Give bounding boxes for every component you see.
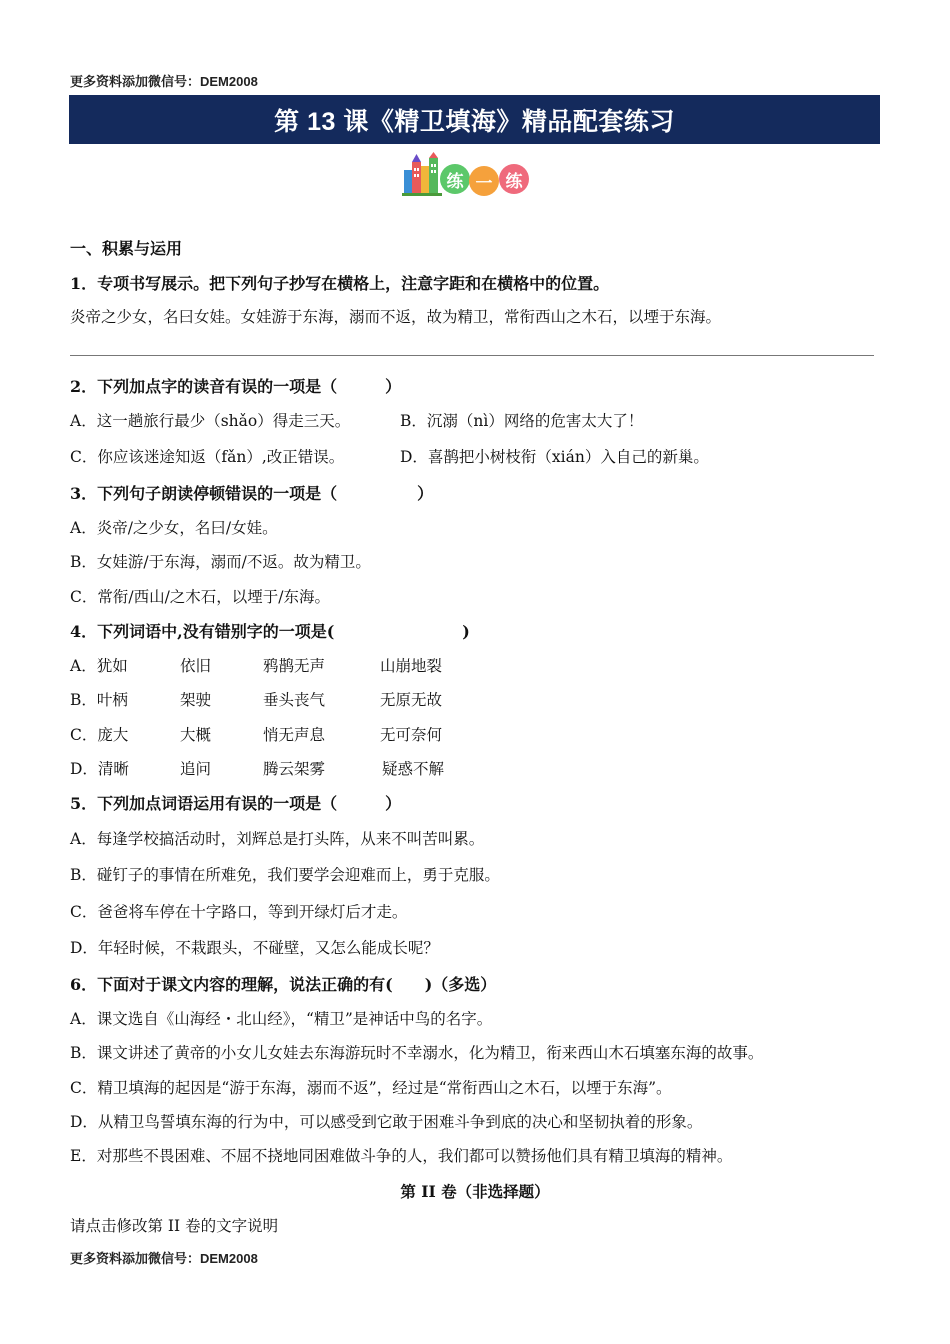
title-banner: [69, 95, 880, 144]
part2-note[interactable]: 请点击修改第 II 卷的文字说明: [70, 1217, 279, 1235]
q2-stem: 2．下列加点字的读音有误的一项是（ ）: [70, 377, 402, 396]
q4-cell: A．犹如: [70, 657, 128, 675]
q4-cell: 山崩地裂: [380, 657, 443, 675]
q4-cell: 追问: [180, 760, 212, 778]
writing-line: [70, 355, 874, 356]
footer-note: 更多资料添加微信号：DEM2008: [70, 1251, 258, 1266]
q2-option-b: B．沉溺（nì）网络的危害太大了！: [400, 412, 644, 430]
q1-text: 炎帝之少女，名曰女娃。女娃游于东海，溺而不返，故为精卫，常衔西山之木石，以堙于东海。: [70, 308, 722, 326]
q3-stem: 3．下列句子朗读停顿错误的一项是（ ）: [70, 484, 434, 503]
q5-option: D．年轻时候，不栽跟头，不碰壁，又怎么能成长呢？: [70, 939, 439, 957]
q6-option: A．课文选自《山海经・北山经》，“精卫”是神话中鸟的名字。: [70, 1010, 493, 1028]
header-note: 更多资料添加微信号：DEM2008: [70, 74, 258, 89]
q6-stem: 6．下面对于课文内容的理解，说法正确的有( )（多选）: [70, 975, 497, 994]
q4-stem: 4．下列词语中,没有错别字的一项是( ): [70, 622, 470, 641]
q6-option: E．对那些不畏困难、不屈不挠地同困难做斗争的人，我们都可以赞扬他们具有精卫填海的精神。: [70, 1147, 733, 1165]
q4-cell: C．庞大: [70, 726, 129, 744]
practice-logo: [402, 152, 534, 200]
logo-char-3: 练: [499, 164, 529, 194]
q4-cell: 架驶: [180, 691, 212, 709]
q4-cell: D．清晰: [70, 760, 129, 778]
q2-option-a: A．这一趟旅行最少（shǎo）得走三天。: [70, 412, 351, 430]
q5-option: C．爸爸将车停在十字路口，等到开绿灯后才走。: [70, 903, 408, 921]
q6-option: B．课文讲述了黄帝的小女儿女娃去东海游玩时不幸溺水，化为精卫，衔来西山木石填塞东海的故事。: [70, 1044, 764, 1062]
q4-cell: 无原无故: [380, 691, 443, 709]
q4-cell: 疑惑不解: [382, 760, 445, 778]
q5-option: A．每逢学校搞活动时，刘辉总是打头阵，从来不叫苦叫累。: [70, 830, 485, 848]
q5-option: B．碰钉子的事情在所难免，我们要学会迎难而上，勇于克服。: [70, 866, 500, 884]
logo-char-1: 练: [440, 164, 470, 194]
q4-cell: 无可奈何: [380, 726, 443, 744]
page-title: 第 13 课《精卫填海》精品配套练习: [274, 107, 675, 136]
logo-char-2: 一: [469, 166, 499, 196]
q4-cell: 腾云架雾: [263, 760, 326, 778]
q6-option: C．精卫填海的起因是“游于东海，溺而不返”，经过是“常衔西山之木石，以堙于东海”。: [70, 1079, 672, 1097]
part2-title: 第 II 卷（非选择题）: [400, 1182, 550, 1201]
q5-stem: 5．下列加点词语运用有误的一项是（ ）: [70, 794, 402, 813]
q1-stem: 1．专项书写展示。把下列句子抄写在横格上，注意字距和在横格中的位置。: [70, 274, 610, 293]
q4-cell: B．叶柄: [70, 691, 128, 709]
q3-option: B．女娃游/于东海，溺而/不返。故为精卫。: [70, 553, 371, 571]
q4-cell: 鸦鹊无声: [263, 657, 326, 675]
q4-cell: 悄无声息: [263, 726, 326, 744]
section-heading: 一、积累与运用: [70, 239, 183, 258]
q2-option-c: C．你应该迷途知返（fǎn）,改正错误。: [70, 448, 345, 466]
q4-cell: 依旧: [180, 657, 212, 675]
q2-option-d: D．喜鹊把小树枝衔（xián）入自己的新巢。: [400, 448, 709, 466]
q4-cell: 大概: [180, 726, 212, 744]
q3-option: A．炎帝/之少女，名曰/女娃。: [70, 519, 278, 537]
q4-cell: 垂头丧气: [263, 691, 326, 709]
q3-option: C．常衔/西山/之木石，以堙于/东海。: [70, 588, 331, 606]
q6-option: D．从精卫鸟誓填东海的行为中，可以感受到它敢于困难斗争到底的决心和坚韧执着的形象。: [70, 1113, 703, 1131]
